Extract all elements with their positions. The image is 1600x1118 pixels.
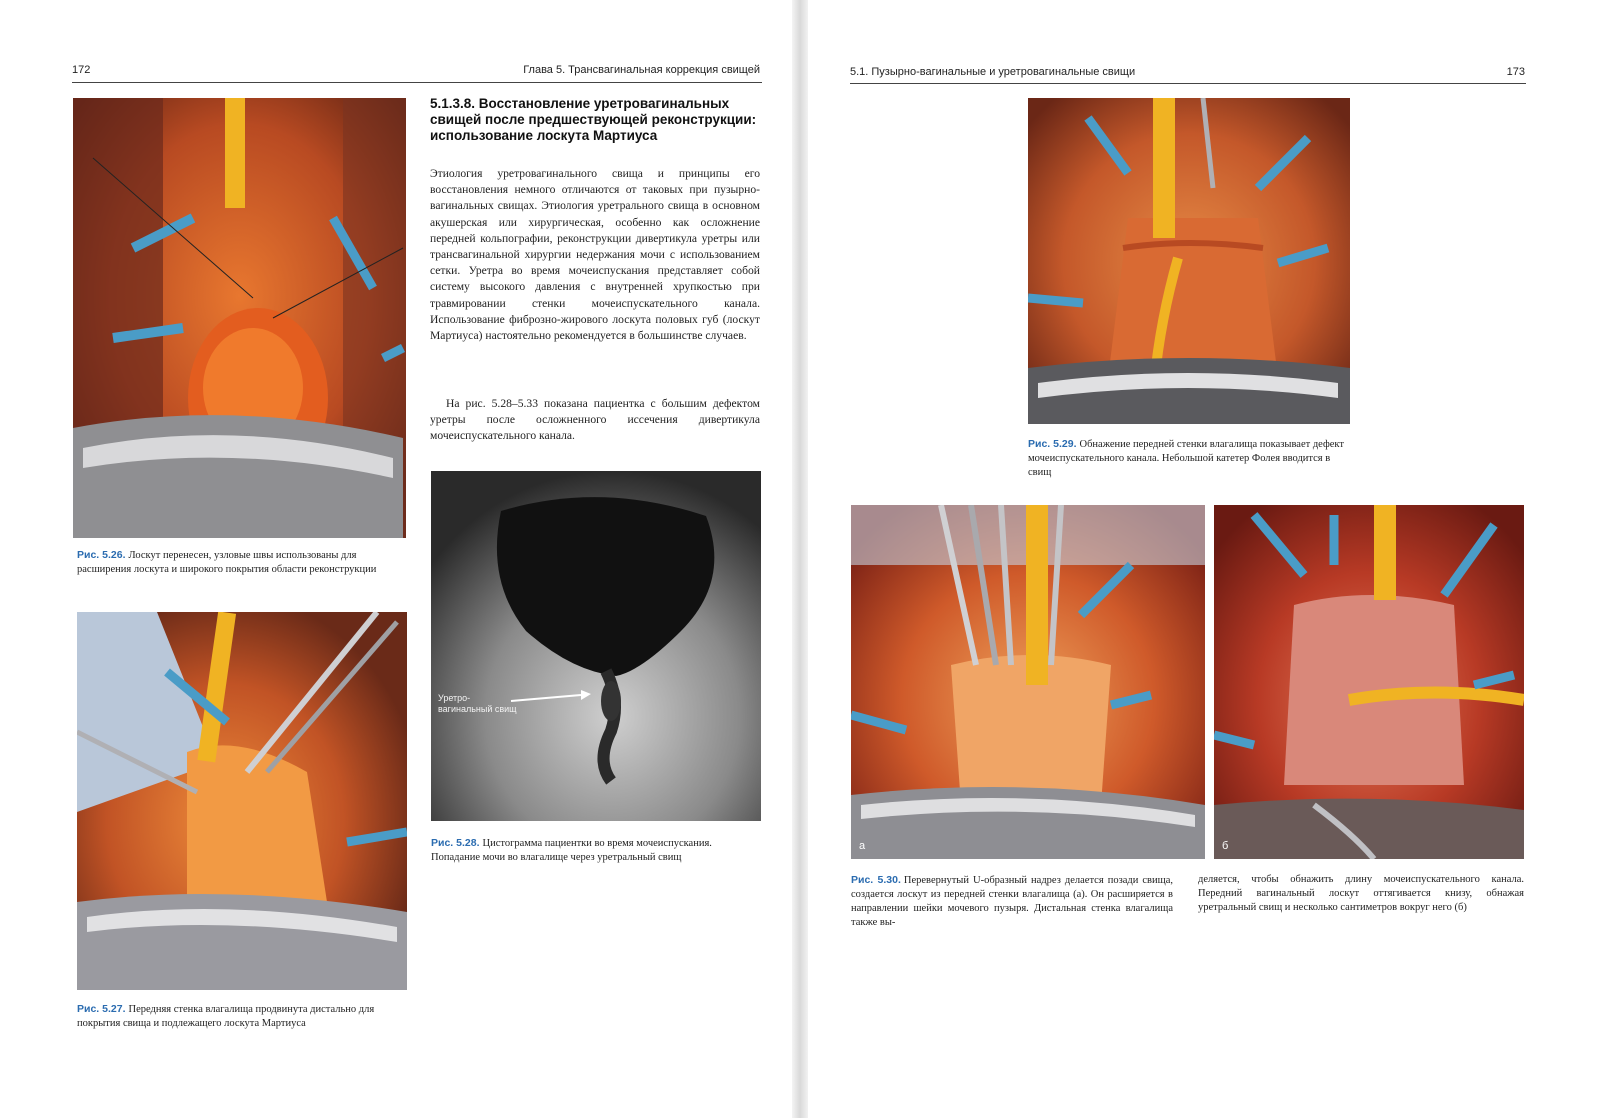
- caption-label: Рис. 5.26.: [77, 549, 126, 561]
- panel-label-a: а: [859, 840, 866, 852]
- right-page-number: 173: [1506, 66, 1525, 78]
- caption-5-30-right: деляется, чтобы обнажить длину мочеиспускательного канала. Передний вагинальный лоскут оттягивается книзу, обнажая уретральный свищ и несколько сантиметров вокруг него (б): [1198, 874, 1524, 913]
- surgical-photo-5-30a: [851, 505, 1205, 859]
- book-gutter: [792, 0, 808, 1118]
- caption-text: Лоскут перенесен, узловые швы использованы для расширения лоскута и широкого покрытия области реконструкции: [77, 550, 377, 575]
- xray-annotation: Уретро-вагинальный свищ: [438, 693, 517, 714]
- section-heading: 5.1.3.8. Восстановление уретровагинальных свищей после предшествующей реконструкции: использование лоскута Мартиуса: [430, 96, 757, 143]
- caption-text: Передняя стенка влагалища продвинута дистально для покрытия свища и подлежащего лоскута Мартиуса: [77, 1004, 375, 1029]
- caption-text: Перевернутый U-образный надрез делается позади свища, создается лоскут из передней стенки влагалища (а). Он расширяется в направлении шейки мочевого пузыря. Дистальная стенка влагалища также вы-: [851, 875, 1173, 928]
- surgical-photo-5-30b: [1214, 505, 1524, 859]
- caption-text: Обнажение передней стенки влагалища показывает дефект мочеиспускательного канала. Небольшой катетер Фолея вводится в свищ: [1028, 439, 1344, 478]
- caption-5-28: [431, 836, 761, 865]
- surgical-photo-5-27: [77, 612, 407, 990]
- caption-label: Рис. 5.30.: [851, 874, 901, 886]
- right-header-rule: [850, 83, 1526, 84]
- body-paragraph-1: Этиология уретровагинального свища и принципы его восстановления немного отличаются от таковых при пузырно-вагинальных свищах. Этиология уретрального свища в основном акушерская или хирургическая, особенно как осложнение передней кольпографии, реконструкции дивертикула уретры или трансвагинальной хирургии недержания мочи с использованием сетки. Уретра во время мочеиспускания представляет собой систему высокого давления с внутренней хрупкостью при травмировании стенки мочеиспускательного канала. Использование фиброзно-жирового лоскута половых губ (лоскут Мартиуса) настоятельно рекомендуется в большинстве случаев.: [430, 167, 760, 343]
- right-running-header: 5.1. Пузырно-вагинальные и уретровагинальные свищи: [850, 66, 1136, 78]
- panel-label-b: б: [1222, 840, 1229, 852]
- left-page-number: 172: [72, 64, 91, 76]
- caption-label: Рис. 5.29.: [1028, 438, 1077, 450]
- left-running-header: Глава 5. Трансвагинальная коррекция свищей: [523, 64, 760, 76]
- left-header-rule: [72, 82, 762, 83]
- caption-text: Цистограмма пациентки во время мочеиспускания. Попадание мочи во влагалище через уретральный свищ: [431, 838, 712, 863]
- surgical-photo-5-26: [73, 98, 406, 538]
- caption-5-27: [77, 1002, 407, 1031]
- surgical-photo-5-29: [1028, 98, 1350, 424]
- cystogram-xray-5-28: [431, 471, 761, 821]
- caption-5-29: [1028, 437, 1350, 480]
- caption-label: Рис. 5.27.: [77, 1003, 126, 1015]
- caption-label: Рис. 5.28.: [431, 837, 480, 849]
- body-paragraph-2: На рис. 5.28–5.33 показана пациентка с большим дефектом уретры после осложненного иссечения дивертикула мочеиспускательного канала.: [430, 397, 760, 443]
- caption-5-26: [77, 548, 407, 577]
- caption-5-30-left: [851, 873, 1173, 930]
